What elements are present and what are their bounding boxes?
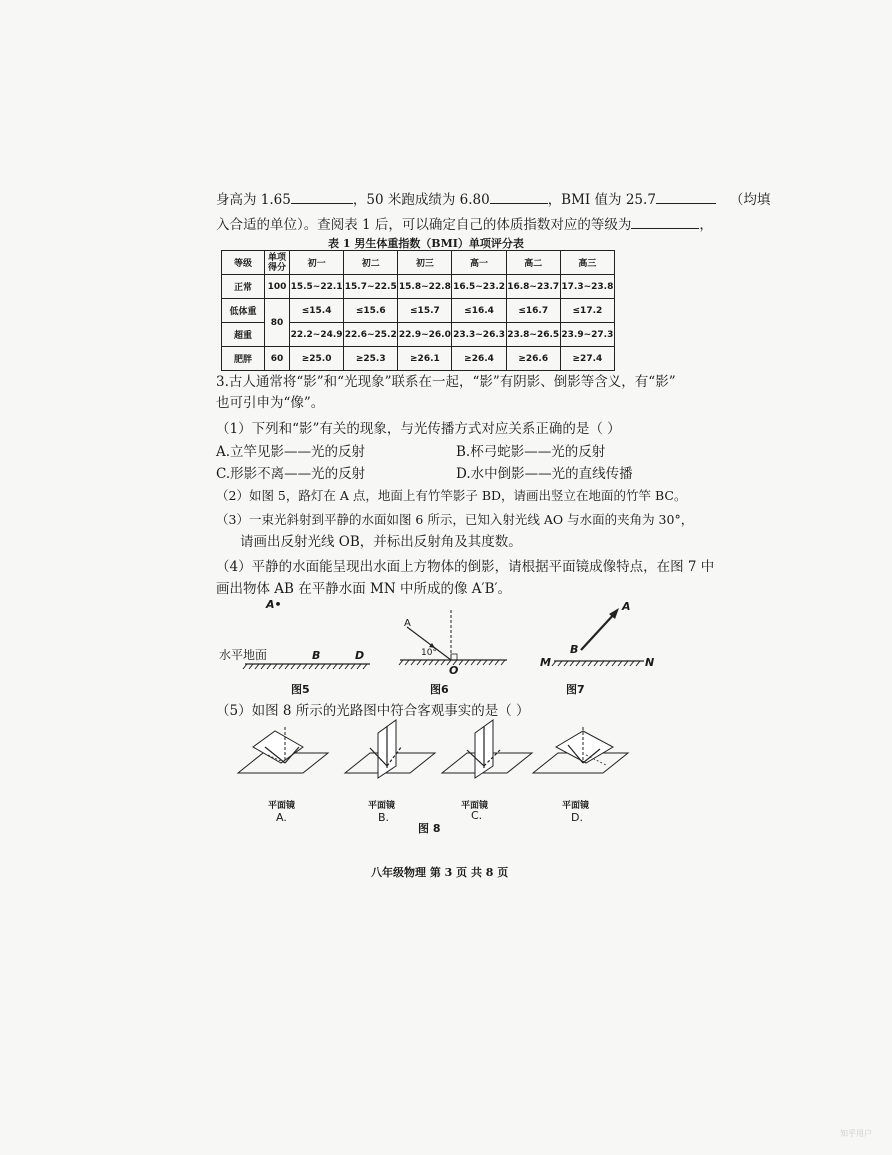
fig7-caption: 图7 (566, 683, 585, 696)
header-score: 单项得分 (265, 251, 290, 275)
table-cell: 15.7~22.5 (344, 275, 398, 299)
table-caption: 表 1 男生体重指数（BMI）单项评分表 (328, 237, 524, 250)
table-cell: 16.5~23.2 (452, 275, 506, 299)
table-cell: 22.9~26.0 (398, 323, 452, 347)
q3-option-d[interactable]: D.水中倒影——光的直线传播 (456, 466, 633, 482)
intro-line-1 (216, 189, 770, 209)
table-cell: 17.3~23.8 (560, 275, 614, 299)
table-cell: ≥26.1 (398, 347, 452, 371)
table-row (222, 347, 615, 371)
table-cell: ≤16.4 (452, 299, 506, 323)
fig8-option-c[interactable]: C. (471, 809, 483, 822)
table-row (222, 275, 615, 299)
q3-part1: （1）下列和“影”有关的现象，与光传播方式对应关系正确的是（ ） (216, 421, 621, 437)
fig8-mirror-label-c: 平面镜 (461, 801, 489, 811)
row-grade: 正常 (222, 275, 265, 299)
q3-option-a[interactable]: A.立竿见影——光的反射 (216, 444, 366, 460)
fig5-label-d: D (355, 649, 365, 662)
table-cell: ≤15.6 (344, 299, 398, 323)
q3-part4-a: （4）平静的水面能呈现出水面上方物体的倒影，请根据平面镜成像特点，在图 7 中 (216, 559, 715, 575)
fig8-diagram-c[interactable] (437, 718, 537, 793)
object-ab (581, 612, 616, 650)
table-cell: ≥27.4 (560, 347, 614, 371)
q3-part4-b: 画出物体 AB 在平静水面 MN 中所成的像 A′B′。 (216, 581, 512, 597)
table-header-row (222, 251, 615, 275)
ground-hatch (243, 664, 367, 669)
table-cell: ≤15.4 (290, 299, 344, 323)
fig5-ground-label: 水平地面 (219, 648, 268, 662)
fig6-caption: 图6 (430, 683, 449, 696)
intro-line-2 (216, 214, 713, 234)
row-grade: 低体重 (222, 299, 265, 323)
blank-grade[interactable] (631, 214, 699, 229)
fig8-mirror-label-b: 平面镜 (368, 801, 396, 811)
intro-text-height: 身高为 1.65 (216, 192, 291, 208)
fig6-label-a: A (404, 618, 411, 629)
fig6-label-o: O (449, 664, 459, 677)
table-cell: 15.8~22.8 (398, 275, 452, 299)
fig5-label-b: B (312, 649, 321, 662)
table-cell: 22.2~24.9 (290, 323, 344, 347)
table-cell: ≤16.7 (506, 299, 560, 323)
fig8-diagram-a[interactable] (233, 725, 333, 793)
table-cell: 23.8~26.5 (506, 323, 560, 347)
fig8-option-b[interactable]: B. (378, 811, 390, 824)
bmi-table (221, 250, 615, 371)
header-col: 初三 (398, 251, 452, 275)
fig7-label-n: N (645, 656, 655, 669)
row-score: 60 (265, 347, 290, 371)
q3-stem-2: 也可引申为“像”。 (216, 395, 325, 411)
fig7-label-a: A (622, 600, 631, 613)
figure-7-diagram (536, 598, 656, 673)
fig8-diagram-b[interactable] (340, 718, 440, 793)
header-grade: 等级 (222, 251, 265, 275)
table-cell: 15.5~22.1 (290, 275, 344, 299)
page-footer: 八年级物理 第 3 页 共 8 页 (371, 866, 509, 879)
fig8-option-a[interactable]: A. (276, 811, 287, 824)
fig8-option-d[interactable]: D. (571, 811, 583, 824)
table-cell: ≥25.3 (344, 347, 398, 371)
fig8-mirror-label-d: 平面镜 (562, 801, 590, 811)
table-cell: ≥26.4 (452, 347, 506, 371)
blank-bmi-unit[interactable] (656, 189, 716, 204)
row-score: 100 (265, 275, 290, 299)
table-cell: 23.9~27.3 (560, 323, 614, 347)
row-score: 80 (265, 299, 290, 347)
table-cell: ≤15.7 (398, 299, 452, 323)
fig5-caption: 图5 (291, 683, 310, 696)
intro-text-fill: （均填 (729, 192, 771, 208)
fig6-angle: 10° (421, 648, 437, 658)
table-cell: 23.3~26.3 (452, 323, 506, 347)
q3-part3-a: （3）一束光斜射到平静的水面如图 6 所示，已知入射光线 AO 与水面的夹角为 30°， (216, 512, 694, 527)
q3-option-c[interactable]: C.形影不离——光的反射 (216, 466, 366, 482)
intro-text-grade: 入合适的单位）。查阅表 1 后，可以确定自己的体质指数对应的等级为 (216, 217, 632, 233)
q3-part5: （5）如图 8 所示的光路图中符合客观事实的是（ ） (216, 703, 530, 719)
blank-run-unit[interactable] (490, 189, 548, 204)
table-cell: ≤17.2 (560, 299, 614, 323)
row-grade: 超重 (222, 323, 265, 347)
fig5-label-a: A• (266, 598, 282, 611)
fig8-mirror-label-a: 平面镜 (268, 801, 296, 811)
fig7-label-m: M (540, 656, 551, 669)
intro-text-bmi: ，BMI 值为 25.7 (547, 192, 656, 208)
header-col: 高一 (452, 251, 506, 275)
q3-stem-1: 3.古人通常将“影”和“光现象”联系在一起，“影”有阴影、倒影等含义，有“影” (216, 374, 676, 390)
q3-part2: （2）如图 5，路灯在 A 点，地面上有竹竿影子 BD，请画出竖立在地面的竹竿 BC。 (216, 488, 687, 503)
fig8-caption: 图 8 (418, 822, 441, 835)
intro-comma: ， (699, 217, 713, 233)
row-grade: 肥胖 (222, 347, 265, 371)
table-cell: 16.8~23.7 (506, 275, 560, 299)
table-cell: ≥26.6 (506, 347, 560, 371)
header-col: 初二 (344, 251, 398, 275)
table-cell: 22.6~25.2 (344, 323, 398, 347)
intro-text-run: ，50 米跑成绩为 6.80 (352, 192, 490, 208)
table-cell: ≥25.0 (290, 347, 344, 371)
blank-height-unit[interactable] (291, 189, 353, 204)
table-row (222, 299, 615, 323)
q3-part3-b: 请画出反射光线 OB，并标出反射角及其度数。 (240, 534, 522, 550)
header-col: 初一 (290, 251, 344, 275)
fig7-label-b: B (570, 643, 579, 656)
header-col: 高二 (506, 251, 560, 275)
q3-option-b[interactable]: B.杯弓蛇影——光的反射 (456, 444, 606, 460)
header-col: 高三 (560, 251, 614, 275)
watermark: 知乎用户 (840, 1129, 872, 1138)
fig8-diagram-d[interactable] (528, 725, 633, 793)
